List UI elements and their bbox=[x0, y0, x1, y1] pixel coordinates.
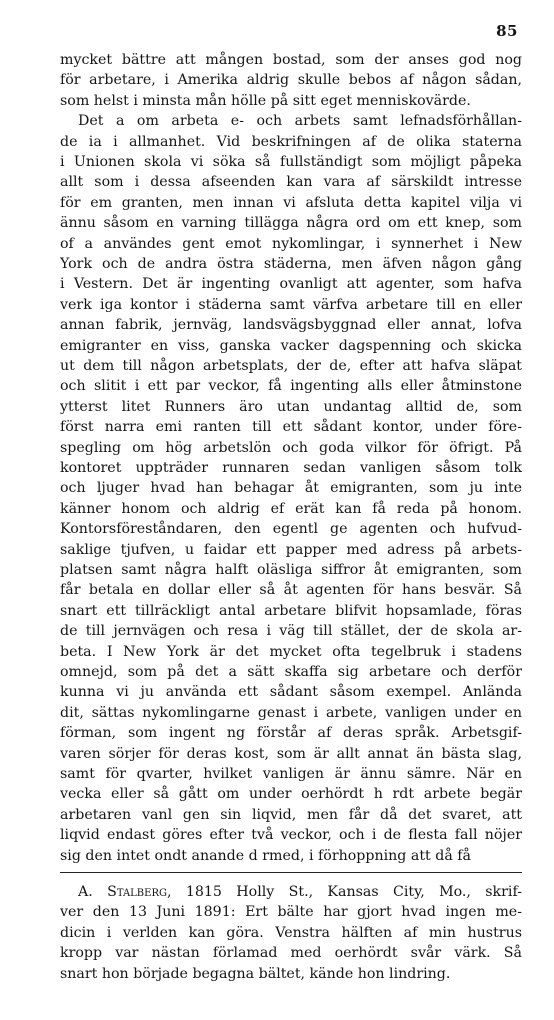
text-line: Kontorsföreståndaren, den egentl ge agenten och hufvud- bbox=[60, 521, 522, 538]
text-line: de ia i allmanhet. Vid beskrifningen af de olika staterna bbox=[60, 133, 522, 150]
letter-line: dicin i verlden kan göra. Venstra hälften af min hustrus bbox=[60, 924, 522, 941]
text-line: of a användes gent emot nykomlingar, i synnerhet i New bbox=[60, 235, 522, 252]
text-line: allt som i dessa afseenden kan vara af särskildt intresse bbox=[60, 174, 522, 191]
text-line: verk iga kontor i städerna samt värfva arbetare till en eller bbox=[60, 296, 522, 313]
text-line: snart ett tillräckligt antal arbetare blifvit hopsamlade, föras bbox=[60, 602, 522, 619]
letter-line: snart hon började begagna bältet, kände hon lindring. bbox=[60, 965, 451, 982]
letter-line: kropp var nästan förlamad med oerhördt svår värk. Så bbox=[60, 945, 522, 962]
text-line: liqvid endast göres efter två veckor, och i de flesta fall nöjer bbox=[60, 827, 522, 844]
text-line: först narra emi ranten till ett sådant kontor, under före- bbox=[60, 419, 522, 436]
text-line: varen sörjer för deras kost, som är allt annat än bästa slag, bbox=[60, 745, 522, 762]
letter-line bbox=[78, 882, 522, 902]
text-line: spegling om hög arbetslön och goda vilkor för öfrigt. På bbox=[60, 439, 522, 456]
letter-line-text: , 1815 Holly St., Kansas City, Mo., skrif- bbox=[166, 884, 522, 900]
text-line: mycket bättre att mången bostad, som der anses god nog bbox=[60, 52, 522, 68]
page-number: 85 bbox=[496, 22, 518, 40]
letter-line: ver den 13 Juni 1891: Ert bälte har gjort hvad ingen me- bbox=[60, 904, 522, 921]
text-line: emigranter en viss, ganska vacker dagspenning och skicka bbox=[60, 337, 522, 354]
text-line: känner honom och aldrig ef erät kan få reda på honom. bbox=[60, 500, 522, 517]
text-line: ytterst litet Runners äro utan undantag alltid de, som bbox=[60, 398, 522, 415]
text-line: dit, sättas nykomlingarne genast i arbete, vanligen under en bbox=[60, 704, 522, 721]
text-line: för arbetare, i Amerika aldrig skulle bebos af någon sådan, bbox=[60, 72, 522, 89]
text-line: och slitit i ett par veckor, få ingenting alls eller åtminstone bbox=[60, 378, 522, 395]
text-line: Det a om arbeta e- och arbets samt lefnadsförhållan- bbox=[78, 113, 522, 130]
text-line: i Vestern. Det är ingenting ovanligt att agenter, som hafva bbox=[60, 276, 522, 293]
text-line: platsen samt några halft oläsliga siffror åt emigranten, som bbox=[60, 562, 522, 578]
text-line: kunna vi ju använda ett sådant såsom exempel. Anlända bbox=[60, 684, 522, 701]
text-line: vecka eller så gått om under oerhördt h rdt arbete begär bbox=[60, 786, 522, 803]
text-line: får betala en dollar eller så åt agenten för hans besvär. Så bbox=[60, 582, 522, 599]
text-line: annan fabrik, jernväg, landsvägsbyggnad eller annat, lofva bbox=[60, 317, 522, 334]
text-line: som helst i minsta mån hölle på sitt eget menniskovärde. bbox=[60, 92, 471, 109]
text-line: arbetaren vanl gen sin liqvid, men får då det svaret, att bbox=[60, 806, 522, 823]
text-line: för em granten, men innan vi afsluta detta kapitel vilja vi bbox=[60, 194, 522, 211]
text-line: de till jernvägen och resa i väg till stället, der de skola ar- bbox=[60, 623, 522, 640]
text-line: beta. I New York är det mycket ofta tegelbruk i stadens bbox=[60, 643, 522, 660]
text-line: i Unionen skola vi söka så fullständigt som möjligt påpeka bbox=[60, 154, 522, 170]
text-line: York och de andra östra städerna, men äfven någon gång bbox=[60, 256, 522, 272]
text-line: och ljuger hvad han behagar åt emigranten, som ju inte bbox=[60, 480, 522, 497]
text-line: förman, som ingent ng förstår af deras språk. Arbetsgif- bbox=[60, 725, 522, 742]
letter-author: A. Stalberg bbox=[78, 884, 167, 900]
text-line: sig den intet ondt anande d rmed, i förhoppning att då få bbox=[60, 847, 471, 864]
text-line: ännu såsom en varning tillägga några ord om ett knep, som bbox=[60, 215, 522, 232]
text-line: omnejd, som på det a sätt skaffa sig arbetare och derför bbox=[60, 664, 522, 680]
text-line: ut dem till någon arbetsplats, der de, efter att hafva släpat bbox=[60, 358, 522, 374]
text-line: saklige tjufven, u faidar ett papper med adress på arbets- bbox=[60, 541, 522, 558]
section-divider bbox=[60, 872, 522, 873]
text-line: samt för qvarter, hvilket vanligen är ännu sämre. När en bbox=[60, 766, 522, 782]
text-line: kontoret uppträder runnaren sedan vanligen såsom tolk bbox=[60, 460, 522, 476]
